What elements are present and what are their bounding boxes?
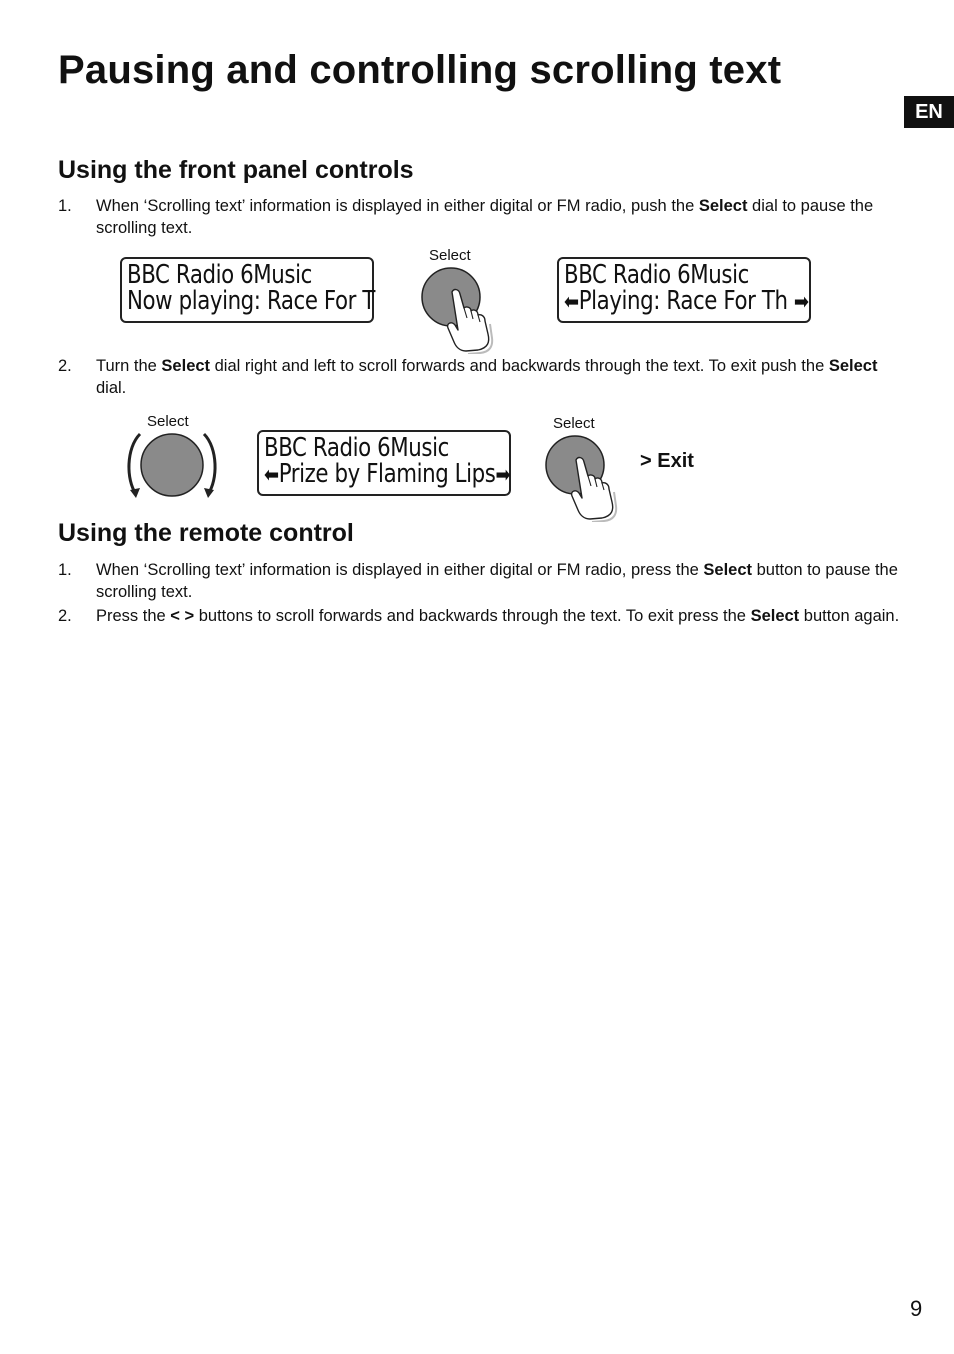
select-label: Select [553, 415, 595, 432]
step-number: 2. [58, 607, 72, 625]
select-dial-push-icon [542, 432, 632, 522]
lcd-line-1: BBC Radio 6Music [564, 260, 749, 290]
lcd-line-2: Now playing: Race For T [127, 286, 375, 316]
step-text: When ‘Scrolling text’ information is displayed in either digital or FM radio, push the Select dial to pause the scrolling text. [96, 197, 874, 237]
lcd-line-2: Playing: Race For Th [578, 286, 788, 316]
lcd-line-2: Prize by Flaming Lips [278, 459, 496, 489]
lcd-line-1: BBC Radio 6Music [127, 260, 312, 290]
lcd-line-2-wrap [564, 286, 809, 316]
select-label: Select [429, 247, 471, 264]
remote-heading: Using the remote control [58, 519, 354, 547]
lcd-line-1: BBC Radio 6Music [264, 433, 449, 463]
lcd-line-2-wrap [264, 459, 511, 489]
remote-step-2 [58, 605, 908, 627]
step-text: When ‘Scrolling text’ information is displayed in either digital or FM radio, press the Select button to pause the scrolling text. [96, 561, 898, 601]
left-arrow-icon: ⬅ [564, 290, 579, 315]
step-number: 1. [58, 197, 72, 215]
front-panel-step-2 [58, 355, 908, 399]
right-arrow-icon: ➡ [793, 290, 809, 315]
step-text: Press the < > buttons to scroll forwards and backwards through the text. To exit press the Select button again. [96, 607, 900, 625]
front-panel-heading: Using the front panel controls [58, 156, 414, 184]
front-panel-step-1 [58, 195, 908, 239]
step-text: Turn the Select dial right and left to scroll forwards and backwards through the text. To exit push the Select dial. [96, 357, 878, 397]
step-number: 2. [58, 357, 72, 375]
language-tab: EN [904, 96, 954, 128]
page-title: Pausing and controlling scrolling text [58, 48, 782, 92]
page-number: 9 [910, 1296, 923, 1321]
select-dial-push-icon [418, 264, 508, 354]
select-label: Select [147, 413, 189, 430]
right-arrow-icon: ➡ [495, 463, 511, 488]
lcd-display-paused [557, 257, 811, 323]
lcd-display-scrolling [257, 430, 511, 496]
select-dial-rotate-icon [124, 428, 220, 502]
remote-step-1 [58, 559, 908, 603]
step-number: 1. [58, 561, 72, 579]
exit-label: > Exit [640, 450, 694, 472]
left-arrow-icon: ⬅ [264, 463, 279, 488]
lcd-display-now-playing [120, 257, 374, 323]
